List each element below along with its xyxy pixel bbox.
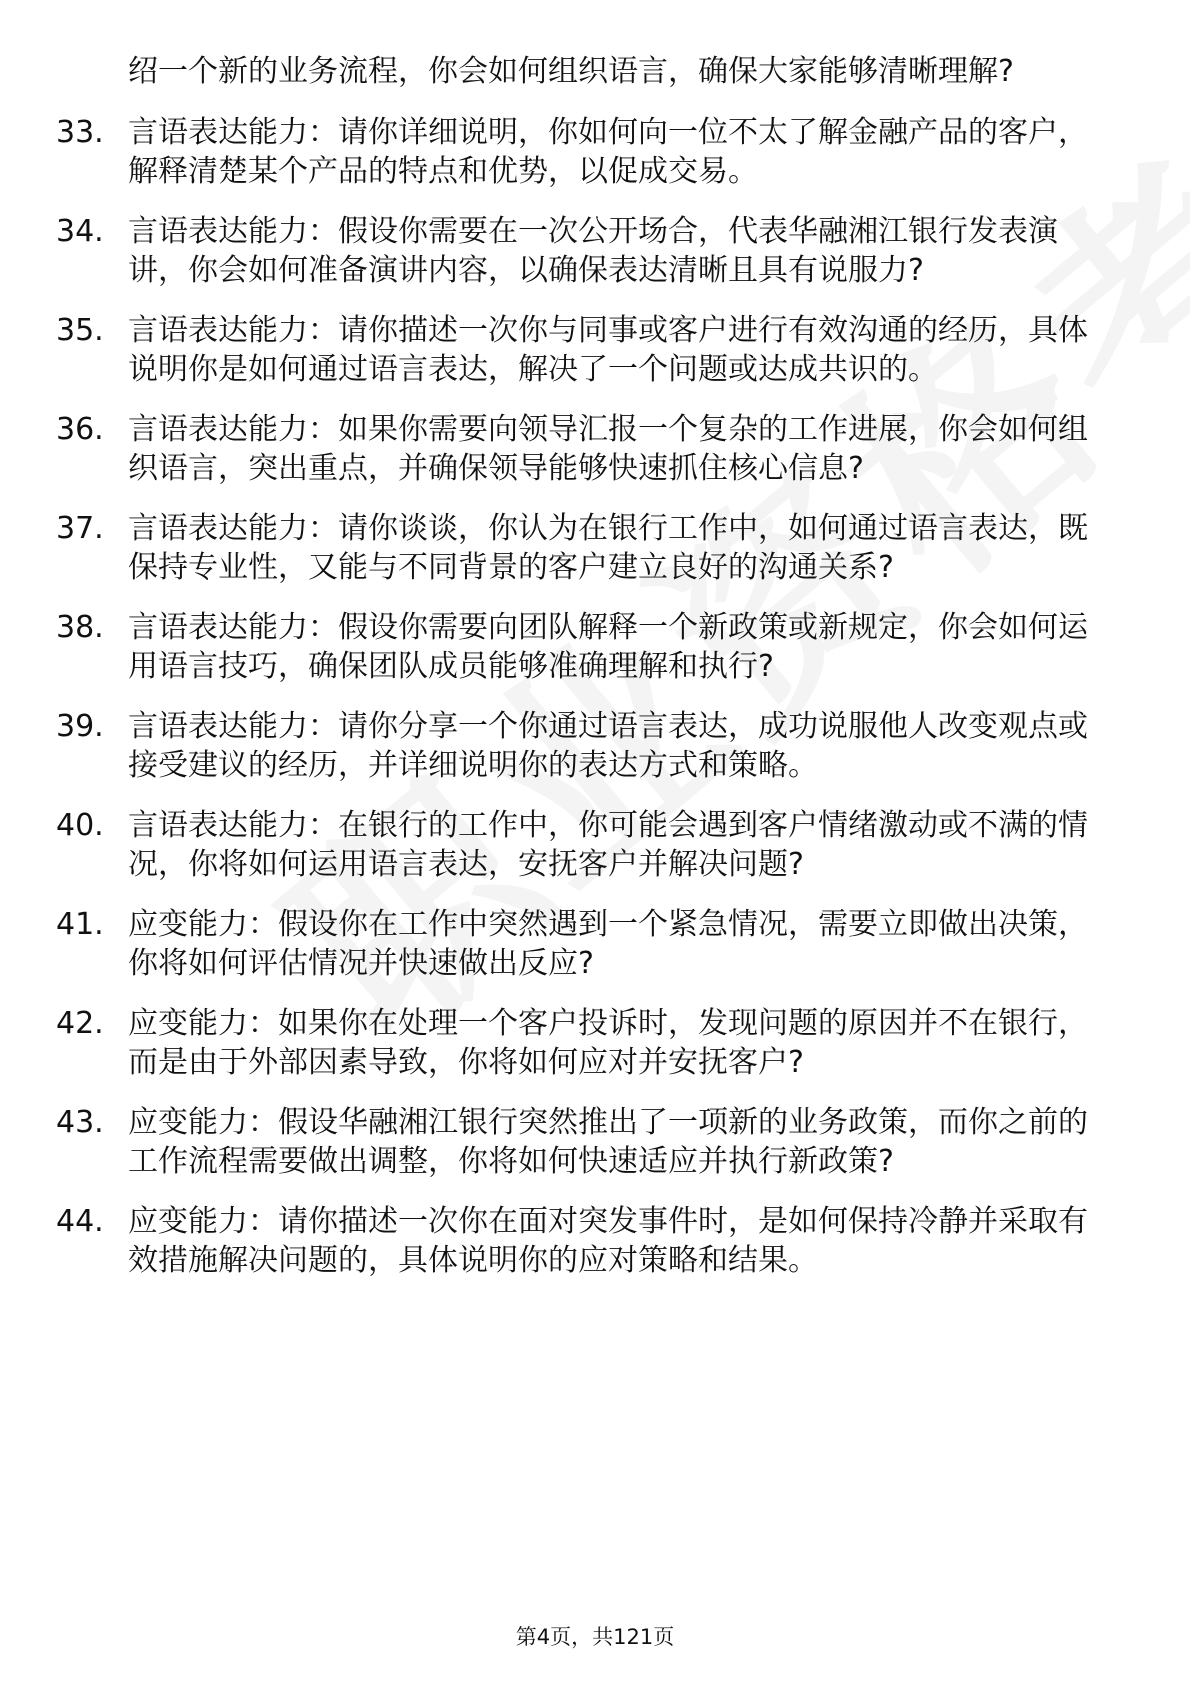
question-item [56,707,1116,785]
question-text: 言语表达能力：请你描述一次你与同事或客户进行有效沟通的经历，具体说明你是如何通过语言表达，解决了一个问题或达成共识的。 [128,313,1088,387]
question-number: 40. [56,808,104,843]
question-text: 应变能力：请你描述一次你在面对突发事件时，是如何保持冷静并采取有效措施解决问题的，具体说明你的应对策略和结果。 [128,1204,1088,1278]
question-item [56,806,1116,884]
question-item [56,311,1116,389]
continued-question-text: 绍一个新的业务流程，你会如何组织语言，确保大家能够清晰理解? [128,54,1014,89]
question-item [56,905,1116,983]
question-text: 言语表达能力：如果你需要向领导汇报一个复杂的工作进展，你会如何组织语言，突出重点，并确保领导能够快速抓住核心信息? [128,412,1088,486]
question-number: 35. [56,313,104,348]
question-number: 39. [56,709,104,744]
question-text: 应变能力：假设华融湘江银行突然推出了一项新的业务政策，而你之前的工作流程需要做出调整，你将如何快速适应并执行新政策? [128,1105,1088,1179]
question-text: 言语表达能力：请你分享一个你通过语言表达，成功说服他人改变观点或接受建议的经历，并详细说明你的表达方式和策略。 [128,709,1088,783]
question-item [56,410,1116,488]
question-text: 言语表达能力：请你谈谈，你认为在银行工作中，如何通过语言表达，既保持专业性，又能与不同背景的客户建立良好的沟通关系? [128,511,1088,585]
question-item [56,608,1116,686]
question-text: 应变能力：假设你在工作中突然遇到一个紧急情况，需要立即做出决策，你将如何评估情况并快速做出反应? [128,907,1088,981]
question-item [56,212,1116,290]
question-item [56,1202,1116,1280]
question-number: 38. [56,610,104,645]
question-number: 34. [56,214,104,249]
question-item [56,1004,1116,1082]
question-number: 33. [56,115,104,150]
page-footer: 第4页，共121页 [515,1625,675,1649]
question-number: 41. [56,907,104,942]
question-text: 言语表达能力：假设你需要在一次公开场合，代表华融湘江银行发表演讲，你会如何准备演讲内容，以确保表达清晰且具有说服力? [128,214,1058,288]
question-item [56,113,1116,191]
question-text: 言语表达能力：在银行的工作中，你可能会遇到客户情绪激动或不满的情况，你将如何运用语言表达，安抚客户并解决问题? [128,808,1088,882]
question-item [56,509,1116,587]
question-number: 42. [56,1006,104,1041]
question-number: 36. [56,412,104,447]
question-text: 应变能力：如果你在处理一个客户投诉时，发现问题的原因并不在银行，而是由于外部因素导致，你将如何应对并安抚客户? [128,1006,1088,1080]
question-item [56,1103,1116,1181]
question-text: 言语表达能力：假设你需要向团队解释一个新政策或新规定，你会如何运用语言技巧，确保团队成员能够准确理解和执行? [128,610,1088,684]
question-list [56,52,1116,1301]
question-number: 37. [56,511,104,546]
question-text: 言语表达能力：请你详细说明，你如何向一位不太了解金融产品的客户，解释清楚某个产品的特点和优势，以促成交易。 [128,115,1088,189]
question-number: 44. [56,1204,104,1239]
question-number: 43. [56,1105,104,1140]
